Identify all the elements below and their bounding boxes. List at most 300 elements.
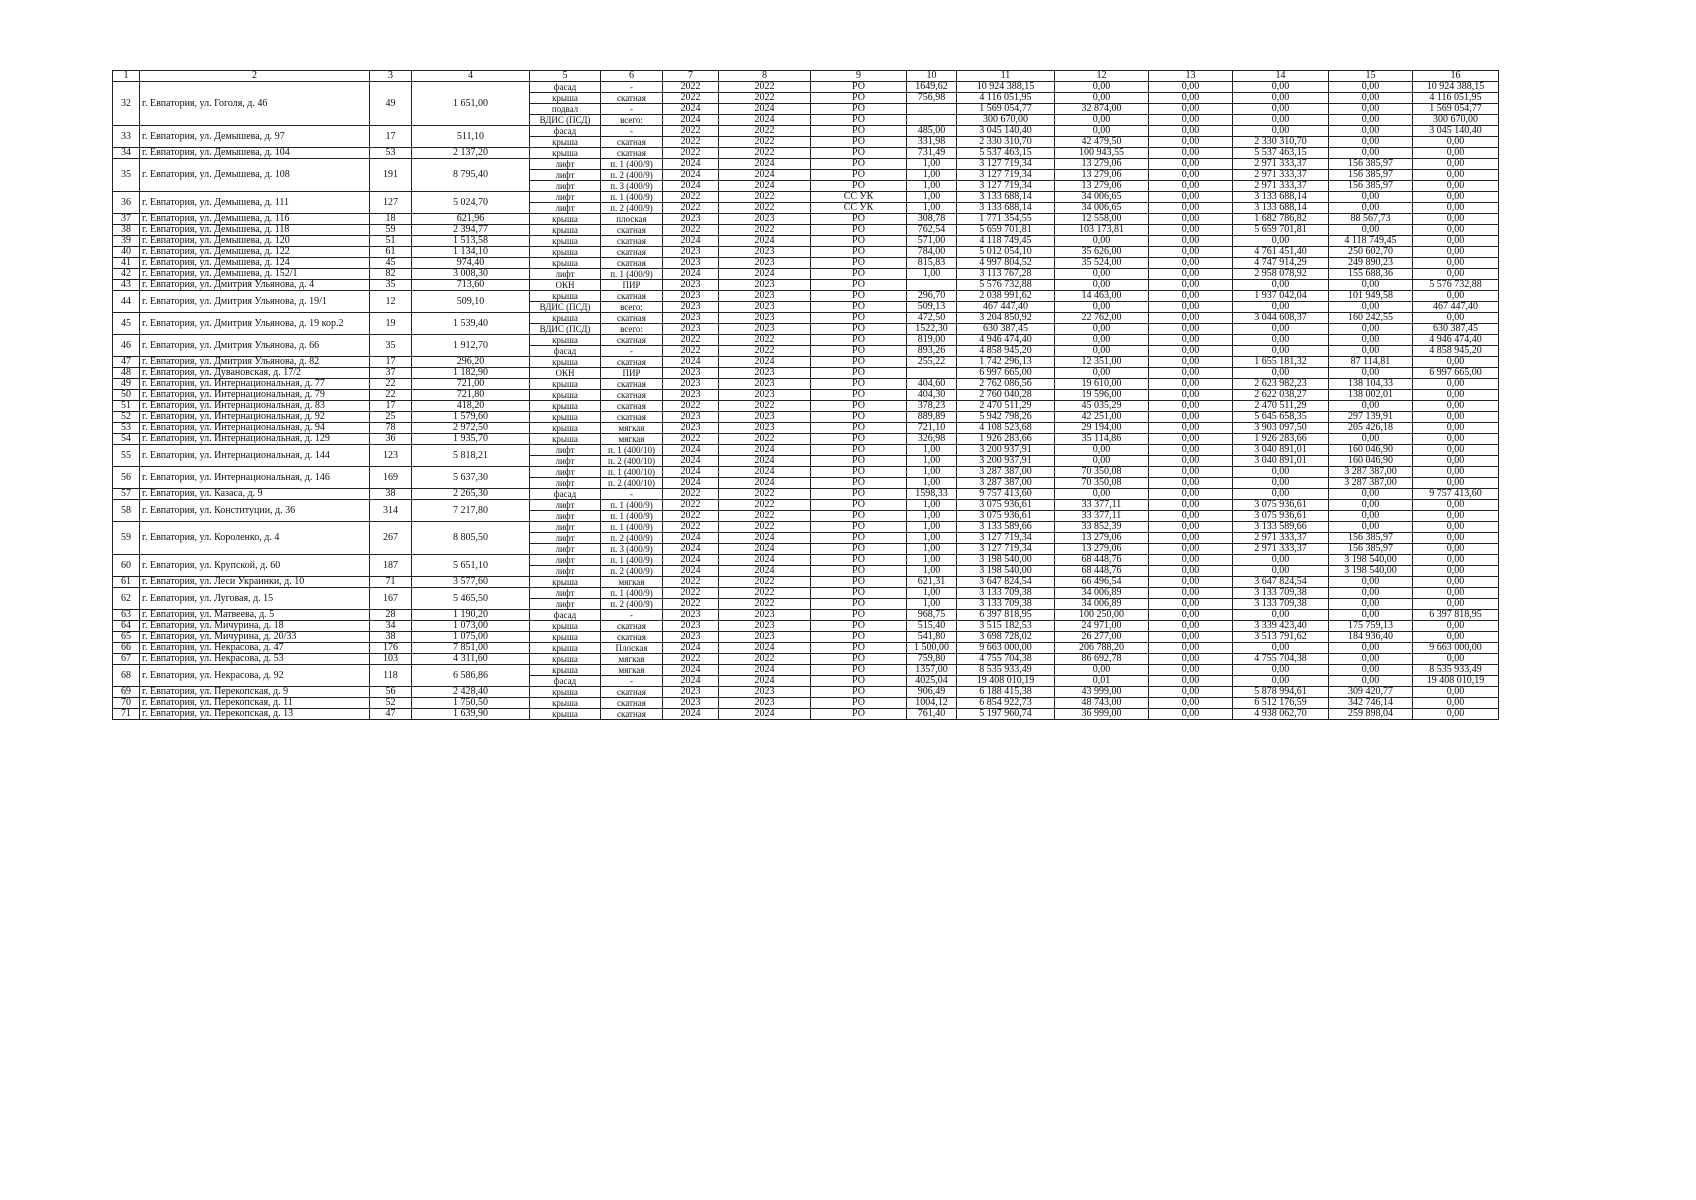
fund-owners: 0,00 — [1413, 390, 1499, 401]
plan-year: 2024 — [663, 269, 719, 280]
plan-year: 2023 — [663, 247, 719, 258]
volume: 1,00 — [907, 456, 957, 467]
volume: 515,40 — [907, 621, 957, 632]
element-type: скатная — [601, 687, 663, 698]
fund-regional: 3 040 891,01 — [1233, 445, 1329, 456]
apartments-count: 51 — [370, 236, 412, 247]
row-number: 32 — [113, 82, 140, 126]
cost-total: 4 108 523,68 — [957, 423, 1055, 434]
cost-extra: 33 377,11 — [1055, 511, 1149, 522]
plan-year: 2023 — [663, 258, 719, 269]
house-address: г. Евпатория, ул. Демышева, д. 124 — [140, 258, 370, 269]
house-area: 1 075,00 — [412, 632, 530, 643]
cost-extra: 66 496,54 — [1055, 577, 1149, 588]
house-area: 1 513,58 — [412, 236, 530, 247]
cost-extra: 35 626,00 — [1055, 247, 1149, 258]
fact-year: 2022 — [719, 192, 811, 203]
fund-regional: 5 878 994,61 — [1233, 687, 1329, 698]
cost-extra: 86 692,78 — [1055, 654, 1149, 665]
volume: 1,00 — [907, 566, 957, 577]
element-type: мягкая — [601, 654, 663, 665]
fund-local: 0,00 — [1329, 676, 1413, 687]
cost-extra: 36 999,00 — [1055, 709, 1149, 720]
fund-owners: 0,00 — [1413, 500, 1499, 511]
fund-federal: 0,00 — [1149, 247, 1233, 258]
executor: РО — [811, 522, 907, 533]
row-number: 69 — [113, 687, 140, 698]
apartments-count: 17 — [370, 126, 412, 148]
volume: 541,80 — [907, 632, 957, 643]
executor: РО — [811, 610, 907, 621]
fund-federal: 0,00 — [1149, 170, 1233, 181]
element-type: п. 3 (400/9) — [601, 544, 663, 555]
plan-year: 2023 — [663, 313, 719, 324]
apartments-count: 36 — [370, 434, 412, 445]
row-number: 71 — [113, 709, 140, 720]
element: фасад — [530, 346, 601, 357]
table-row — [113, 698, 1499, 709]
house-address: г. Евпатория, ул. Короленко, д. 4 — [140, 522, 370, 555]
house-area: 1 134,10 — [412, 247, 530, 258]
fund-local: 0,00 — [1329, 93, 1413, 104]
cost-extra: 68 448,76 — [1055, 566, 1149, 577]
fact-year: 2023 — [719, 687, 811, 698]
fund-federal: 0,00 — [1149, 137, 1233, 148]
house-address: г. Евпатория, ул. Крупской, д. 60 — [140, 555, 370, 577]
house-address: г. Евпатория, ул. Интернациональная, д. 92 — [140, 412, 370, 423]
house-area: 721,00 — [412, 379, 530, 390]
table-row — [113, 247, 1499, 258]
element: лифт — [530, 203, 601, 214]
row-number: 57 — [113, 489, 140, 500]
fund-local: 156 385,97 — [1329, 533, 1413, 544]
row-number: 48 — [113, 368, 140, 379]
fact-year: 2023 — [719, 291, 811, 302]
cost-total: 6 997 665,00 — [957, 368, 1055, 379]
fund-federal: 0,00 — [1149, 599, 1233, 610]
fund-local: 0,00 — [1329, 511, 1413, 522]
cost-total: 8 535 933,49 — [957, 665, 1055, 676]
fund-local: 156 385,97 — [1329, 159, 1413, 170]
fund-local: 0,00 — [1329, 192, 1413, 203]
volume — [907, 280, 957, 291]
house-area: 509,10 — [412, 291, 530, 313]
plan-year: 2023 — [663, 368, 719, 379]
house-address: г. Евпатория, ул. Мичурина, д. 18 — [140, 621, 370, 632]
cost-total: 3 198 540,00 — [957, 555, 1055, 566]
fund-local: 0,00 — [1329, 115, 1413, 126]
cost-extra: 35 114,86 — [1055, 434, 1149, 445]
cost-total: 467 447,40 — [957, 302, 1055, 313]
apartments-count: 53 — [370, 148, 412, 159]
element: лифт — [530, 192, 601, 203]
fund-regional: 0,00 — [1233, 467, 1329, 478]
fund-local: 0,00 — [1329, 577, 1413, 588]
volume: 1,00 — [907, 522, 957, 533]
fund-owners: 0,00 — [1413, 203, 1499, 214]
fund-regional: 0,00 — [1233, 93, 1329, 104]
cost-extra: 100 943,55 — [1055, 148, 1149, 159]
cost-total: 3 287 387,00 — [957, 467, 1055, 478]
cost-total: 2 330 310,70 — [957, 137, 1055, 148]
volume: 1,00 — [907, 599, 957, 610]
fund-regional: 5 537 463,15 — [1233, 148, 1329, 159]
apartments-count: 78 — [370, 423, 412, 434]
element-type: п. 1 (400/9) — [601, 588, 663, 599]
cost-extra: 43 999,00 — [1055, 687, 1149, 698]
fund-regional: 3 133 709,38 — [1233, 588, 1329, 599]
cost-extra: 103 173,81 — [1055, 225, 1149, 236]
element-type: - — [601, 610, 663, 621]
element-type: скатная — [601, 225, 663, 236]
executor: РО — [811, 478, 907, 489]
element: крыша — [530, 412, 601, 423]
element-type: п. 1 (400/9) — [601, 555, 663, 566]
house-address: г. Евпатория, ул. Демышева, д. 122 — [140, 247, 370, 258]
element: лифт — [530, 511, 601, 522]
fund-local: 0,00 — [1329, 368, 1413, 379]
fund-local: 0,00 — [1329, 665, 1413, 676]
fact-year: 2024 — [719, 170, 811, 181]
element-type: мягкая — [601, 577, 663, 588]
element: крыша — [530, 291, 601, 302]
fund-owners: 0,00 — [1413, 225, 1499, 236]
fund-regional: 3 044 608,37 — [1233, 313, 1329, 324]
fund-local: 87 114,81 — [1329, 357, 1413, 368]
house-address: г. Евпатория, ул. Матвеева, д. 5 — [140, 610, 370, 621]
fund-federal: 0,00 — [1149, 687, 1233, 698]
fund-federal: 0,00 — [1149, 357, 1233, 368]
fund-regional: 0,00 — [1233, 610, 1329, 621]
plan-year: 2022 — [663, 148, 719, 159]
executor: РО — [811, 445, 907, 456]
fact-year: 2024 — [719, 236, 811, 247]
fact-year: 2022 — [719, 511, 811, 522]
fact-year: 2022 — [719, 148, 811, 159]
cost-extra: 26 277,00 — [1055, 632, 1149, 643]
fund-owners: 0,00 — [1413, 588, 1499, 599]
cost-total: 1 771 354,55 — [957, 214, 1055, 225]
fund-federal: 0,00 — [1149, 313, 1233, 324]
fact-year: 2024 — [719, 478, 811, 489]
cost-extra: 34 006,89 — [1055, 588, 1149, 599]
fund-local: 0,00 — [1329, 522, 1413, 533]
plan-year: 2023 — [663, 291, 719, 302]
cost-extra: 0,00 — [1055, 445, 1149, 456]
element: лифт — [530, 533, 601, 544]
element-type: п. 2 (400/10) — [601, 456, 663, 467]
fund-federal: 0,00 — [1149, 291, 1233, 302]
apartments-count: 56 — [370, 687, 412, 698]
cost-total: 3 200 937,91 — [957, 445, 1055, 456]
fund-regional: 2 971 333,37 — [1233, 544, 1329, 555]
fund-federal: 0,00 — [1149, 258, 1233, 269]
fact-year: 2022 — [719, 434, 811, 445]
fund-federal: 0,00 — [1149, 665, 1233, 676]
fund-local: 0,00 — [1329, 599, 1413, 610]
fund-regional: 3 133 709,38 — [1233, 599, 1329, 610]
house-address: г. Евпатория, ул. Демышева, д. 116 — [140, 214, 370, 225]
fact-year: 2024 — [719, 159, 811, 170]
cost-total: 3 127 719,34 — [957, 181, 1055, 192]
fund-regional: 0,00 — [1233, 324, 1329, 335]
fund-owners: 0,00 — [1413, 159, 1499, 170]
fund-federal: 0,00 — [1149, 500, 1233, 511]
element: крыша — [530, 335, 601, 346]
element-type: скатная — [601, 632, 663, 643]
element-type: скатная — [601, 709, 663, 720]
fund-owners: 0,00 — [1413, 412, 1499, 423]
fund-federal: 0,00 — [1149, 401, 1233, 412]
fund-federal: 0,00 — [1149, 709, 1233, 720]
fact-year: 2022 — [719, 335, 811, 346]
house-address: г. Евпатория, ул. Интернациональная, д. 77 — [140, 379, 370, 390]
house-area: 296,20 — [412, 357, 530, 368]
fund-regional: 0,00 — [1233, 236, 1329, 247]
fund-owners: 300 670,00 — [1413, 115, 1499, 126]
executor: РО — [811, 555, 907, 566]
cost-extra: 13 279,06 — [1055, 159, 1149, 170]
house-area: 418,20 — [412, 401, 530, 412]
fund-local: 249 890,23 — [1329, 258, 1413, 269]
row-number: 56 — [113, 467, 140, 489]
plan-year: 2023 — [663, 280, 719, 291]
cost-extra: 13 279,06 — [1055, 181, 1149, 192]
row-number: 52 — [113, 412, 140, 423]
house-area: 1 639,90 — [412, 709, 530, 720]
fund-regional: 2 971 333,37 — [1233, 533, 1329, 544]
executor: РО — [811, 500, 907, 511]
fund-owners: 0,00 — [1413, 258, 1499, 269]
executor: РО — [811, 170, 907, 181]
fund-owners: 4 858 945,20 — [1413, 346, 1499, 357]
apartments-count: 35 — [370, 335, 412, 357]
cost-extra: 34 006,65 — [1055, 192, 1149, 203]
row-number: 36 — [113, 192, 140, 214]
house-area: 1 190,20 — [412, 610, 530, 621]
table-row — [113, 291, 1499, 302]
cost-extra: 0,00 — [1055, 115, 1149, 126]
column-number-9: 9 — [811, 71, 907, 82]
fund-regional: 3 133 589,66 — [1233, 522, 1329, 533]
column-number-11: 11 — [957, 71, 1055, 82]
house-area: 8 805,50 — [412, 522, 530, 555]
fund-local: 0,00 — [1329, 225, 1413, 236]
apartments-count: 18 — [370, 214, 412, 225]
apartments-count: 191 — [370, 159, 412, 192]
fund-federal: 0,00 — [1149, 280, 1233, 291]
apartments-count: 52 — [370, 698, 412, 709]
house-area: 2 137,20 — [412, 148, 530, 159]
fund-federal: 0,00 — [1149, 148, 1233, 159]
fund-federal: 0,00 — [1149, 434, 1233, 445]
plan-year: 2024 — [663, 478, 719, 489]
fund-regional: 4 755 704,38 — [1233, 654, 1329, 665]
house-area: 1 073,00 — [412, 621, 530, 632]
fund-federal: 0,00 — [1149, 522, 1233, 533]
house-address: г. Евпатория, ул. Демышева, д. 152/1 — [140, 269, 370, 280]
house-area: 4 311,60 — [412, 654, 530, 665]
executor: РО — [811, 357, 907, 368]
cost-total: 5 197 960,74 — [957, 709, 1055, 720]
fund-regional: 3 513 791,62 — [1233, 632, 1329, 643]
cost-total: 2 470 511,29 — [957, 401, 1055, 412]
executor: РО — [811, 533, 907, 544]
fact-year: 2023 — [719, 698, 811, 709]
volume: 326,98 — [907, 434, 957, 445]
column-number-12: 12 — [1055, 71, 1149, 82]
cost-total: 10 924 388,15 — [957, 82, 1055, 93]
row-number: 40 — [113, 247, 140, 258]
element: крыша — [530, 709, 601, 720]
house-area: 2 428,40 — [412, 687, 530, 698]
cost-extra: 13 279,06 — [1055, 533, 1149, 544]
house-address: г. Евпатория, ул. Перекопская, д. 13 — [140, 709, 370, 720]
row-number: 34 — [113, 148, 140, 159]
cost-total: 3 113 767,28 — [957, 269, 1055, 280]
fund-owners: 0,00 — [1413, 401, 1499, 412]
executor: РО — [811, 291, 907, 302]
fund-regional: 0,00 — [1233, 676, 1329, 687]
fund-local: 309 420,77 — [1329, 687, 1413, 698]
fund-owners: 0,00 — [1413, 148, 1499, 159]
element: крыша — [530, 643, 601, 654]
executor: РО — [811, 588, 907, 599]
element-type: - — [601, 346, 663, 357]
document-sheet — [112, 70, 1499, 720]
element: крыша — [530, 247, 601, 258]
element-type: скатная — [601, 698, 663, 709]
apartments-count: 167 — [370, 588, 412, 610]
fund-owners: 0,00 — [1413, 456, 1499, 467]
fund-federal: 0,00 — [1149, 478, 1233, 489]
cost-total: 19 408 010,19 — [957, 676, 1055, 687]
fund-local: 0,00 — [1329, 346, 1413, 357]
fund-regional: 0,00 — [1233, 643, 1329, 654]
plan-year: 2022 — [663, 401, 719, 412]
fund-regional: 3 903 097,50 — [1233, 423, 1329, 434]
plan-year: 2024 — [663, 104, 719, 115]
fact-year: 2024 — [719, 357, 811, 368]
cost-extra: 70 350,08 — [1055, 467, 1149, 478]
row-number: 50 — [113, 390, 140, 401]
element-type: ПИР — [601, 280, 663, 291]
volume: 4025,04 — [907, 676, 957, 687]
column-number-8: 8 — [719, 71, 811, 82]
fact-year: 2022 — [719, 93, 811, 104]
fund-owners: 0,00 — [1413, 445, 1499, 456]
fund-federal: 0,00 — [1149, 93, 1233, 104]
element-type: п. 2 (400/10) — [601, 478, 663, 489]
row-number: 54 — [113, 434, 140, 445]
element: крыша — [530, 137, 601, 148]
element-type: мягкая — [601, 423, 663, 434]
cost-extra: 0,00 — [1055, 489, 1149, 500]
house-address: г. Евпатория, ул. Дмитрия Ульянова, д. 19/1 — [140, 291, 370, 313]
house-area: 1 651,00 — [412, 82, 530, 126]
executor: РО — [811, 566, 907, 577]
house-address: г. Евпатория, ул. Конституции, д. 36 — [140, 500, 370, 522]
plan-year: 2023 — [663, 610, 719, 621]
house-address: г. Евпатория, ул. Некрасова, д. 92 — [140, 665, 370, 687]
cost-total: 4 116 051,95 — [957, 93, 1055, 104]
executor: РО — [811, 379, 907, 390]
apartments-count: 34 — [370, 621, 412, 632]
table-row — [113, 335, 1499, 346]
executor: РО — [811, 577, 907, 588]
row-number: 59 — [113, 522, 140, 555]
house-area: 2 394,77 — [412, 225, 530, 236]
fund-owners: 0,00 — [1413, 566, 1499, 577]
volume — [907, 115, 957, 126]
volume: 1,00 — [907, 478, 957, 489]
fact-year: 2024 — [719, 445, 811, 456]
element-type: п. 1 (400/9) — [601, 511, 663, 522]
fact-year: 2022 — [719, 577, 811, 588]
volume: 906,49 — [907, 687, 957, 698]
table-row — [113, 368, 1499, 379]
cost-extra: 0,00 — [1055, 335, 1149, 346]
fund-federal: 0,00 — [1149, 610, 1233, 621]
executor: РО — [811, 93, 907, 104]
house-area: 1 912,70 — [412, 335, 530, 357]
fact-year: 2024 — [719, 456, 811, 467]
house-area: 1 182,90 — [412, 368, 530, 379]
executor: РО — [811, 115, 907, 126]
element-type: скатная — [601, 247, 663, 258]
fund-federal: 0,00 — [1149, 181, 1233, 192]
element: крыша — [530, 93, 601, 104]
fund-owners: 0,00 — [1413, 467, 1499, 478]
table-row — [113, 390, 1499, 401]
house-address: г. Евпатория, ул. Мичурина, д. 20/33 — [140, 632, 370, 643]
column-number-4: 4 — [412, 71, 530, 82]
fund-local: 0,00 — [1329, 434, 1413, 445]
apartments-count: 176 — [370, 643, 412, 654]
executor: РО — [811, 214, 907, 225]
executor: РО — [811, 687, 907, 698]
element-type: скатная — [601, 412, 663, 423]
cost-total: 3 133 589,66 — [957, 522, 1055, 533]
fund-local: 342 746,14 — [1329, 698, 1413, 709]
volume: 1,00 — [907, 500, 957, 511]
executor: РО — [811, 313, 907, 324]
fund-regional: 6 512 176,59 — [1233, 698, 1329, 709]
row-number: 62 — [113, 588, 140, 610]
house-address: г. Евпатория, ул. Интернациональная, д. 146 — [140, 467, 370, 489]
apartments-count: 187 — [370, 555, 412, 577]
plan-year: 2022 — [663, 335, 719, 346]
apartments-count: 17 — [370, 401, 412, 412]
cost-total: 4 946 474,40 — [957, 335, 1055, 346]
cost-extra: 45 035,29 — [1055, 401, 1149, 412]
fund-local: 0,00 — [1329, 643, 1413, 654]
element: крыша — [530, 357, 601, 368]
element-type: скатная — [601, 93, 663, 104]
executor: РО — [811, 258, 907, 269]
fund-regional: 2 971 333,37 — [1233, 181, 1329, 192]
plan-year: 2024 — [663, 445, 719, 456]
fund-local: 175 759,13 — [1329, 621, 1413, 632]
fund-regional: 4 761 451,40 — [1233, 247, 1329, 258]
volume: 1,00 — [907, 170, 957, 181]
fact-year: 2023 — [719, 247, 811, 258]
fund-owners: 6 997 665,00 — [1413, 368, 1499, 379]
fund-local: 205 426,18 — [1329, 423, 1413, 434]
column-number-1: 1 — [113, 71, 140, 82]
table-row — [113, 588, 1499, 599]
fund-local: 0,00 — [1329, 500, 1413, 511]
